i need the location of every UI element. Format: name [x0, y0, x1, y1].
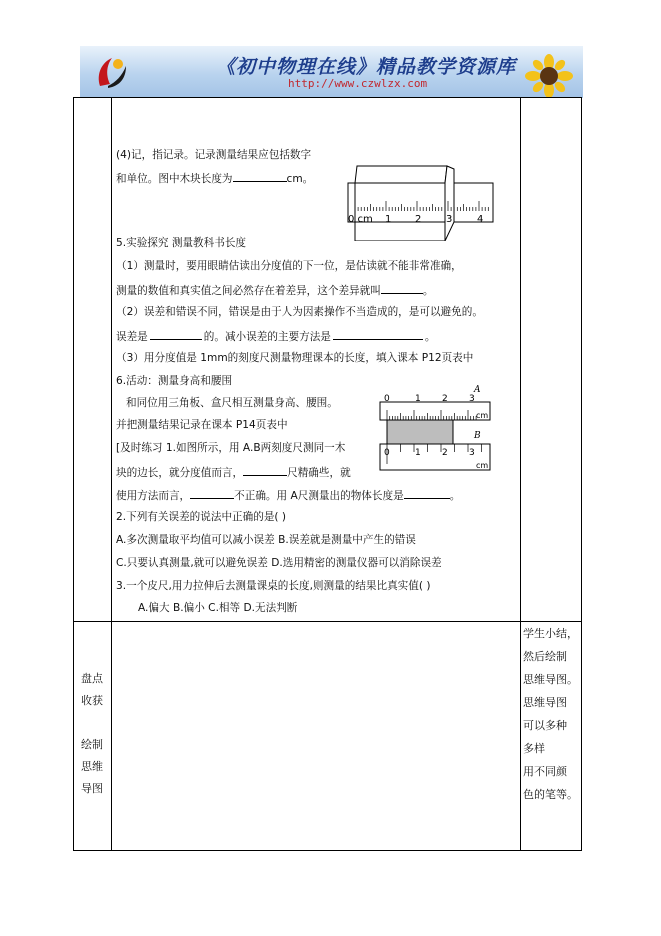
label-mindmap-line1: 绘制 [81, 738, 103, 751]
site-logo-icon [92, 52, 132, 92]
paragraph-3-line: （3）用分度值是 1mm的刻度尺测量物理课本的长度，填入课本 P12页表中 [116, 352, 474, 364]
left-column-labels [74, 668, 110, 800]
ruler-a-tick-label: 1 [415, 394, 421, 404]
ruler-figure-ab [379, 384, 496, 476]
label-mindmap-line3: 导图 [81, 782, 103, 795]
ruler-a-tick-label: 3 [469, 394, 475, 404]
ruler-1-tick-label: 4 [477, 214, 484, 225]
answer-blank[interactable] [381, 282, 423, 294]
exercise-1-line1: [及时练习 1.如图所示，用 A.B两刻度尺测同一木 [116, 442, 346, 454]
ruler-b-label: B [474, 431, 481, 441]
ruler-a-tick-label: 2 [442, 394, 448, 404]
table-col-divider-2 [520, 97, 521, 851]
answer-blank[interactable] [333, 328, 423, 340]
answer-blank[interactable] [404, 487, 450, 499]
ruler-1-unit-label: 0 cm [348, 214, 373, 225]
label-mindmap-line2: 思维 [81, 760, 103, 773]
ruler-b-tick-label: 1 [415, 448, 421, 458]
q4-line2: 和单位。图中木块长度为 cm。 [116, 170, 313, 186]
answer-blank[interactable] [190, 487, 234, 499]
note-line: 思维导图。 [523, 673, 578, 686]
note-line: 然后绘制 [523, 650, 567, 663]
exercise-2-options-ab: A.多次测量取平均值可以减小误差 B.误差就是测量中产生的错误 [116, 534, 416, 546]
ruler-1-tick-label: 1 [385, 214, 392, 225]
paragraph-1-line1: （1）测量时，要用眼睛估读出分度值的下一位，是估读就不能非常准确， [116, 260, 462, 272]
right-column-notes [523, 622, 583, 806]
ruler-1-tick-label: 2 [415, 214, 422, 225]
table-col-divider-1 [111, 97, 112, 851]
ruler-b-tick-label: 0 [384, 448, 390, 458]
exercise-3-question: 3.一个皮尺,用力拉伸后去测量课桌的长度,则测量的结果比真实值( ) [116, 580, 431, 592]
section-6-line2: 并把测量结果记录在课本 P14页表中 [116, 419, 288, 431]
answer-blank[interactable] [243, 464, 287, 476]
note-line: 用不同颜 [523, 765, 567, 778]
table-border-mid [73, 621, 582, 622]
paragraph-2-line1: （2）误差和错误不同，错误是由于人为因素操作不当造成的，是可以避免的。 [116, 306, 483, 318]
label-summary-line2: 收获 [81, 694, 103, 707]
sunflower-icon [522, 54, 576, 98]
banner-title: 《初中物理在线》精品教学资源库 [216, 56, 517, 78]
exercise-2-question: 2.下列有关误差的说法中正确的是( ) [116, 511, 287, 523]
paragraph-2-line2: 误差是 的。减小误差的主要方法是 。 [116, 328, 436, 344]
section-6-title: 6.活动：测量身高和腰围 [116, 375, 233, 387]
note-line: 色的笔等。 [523, 788, 578, 801]
note-line: 可以多种 [523, 719, 567, 732]
note-line: 思维导图 [523, 696, 567, 709]
q4-line1: (4)记，指记录。记录测量结果应包括数字 [116, 149, 312, 161]
paragraph-1-line2: 测量的数值和真实值之间必然存在着差异，这个差异就叫 。 [116, 282, 433, 298]
ruler-b-tick-label: 3 [469, 448, 475, 458]
exercise-1-line3: 使用方法而言， 不正确。用 A尺测量出的物体长度是 。 [116, 487, 460, 503]
section-6-line1: 和同位用三角板、盒尺相互测量身高、腰围。 [126, 397, 338, 409]
exercise-2-options-cd: C.只要认真测量,就可以避免误差 D.选用精密的测量仪器可以消除误差 [116, 557, 442, 569]
exercise-1-line2: 块的边长，就分度值而言， 尺精确些，就 [116, 464, 351, 480]
exercise-3-options: A.偏大 B.偏小 C.相等 D.无法判断 [138, 602, 298, 614]
ruler-figure-block [347, 165, 494, 241]
ruler-a-tick-label: 0 [384, 394, 390, 404]
note-line: 学生小结， [523, 627, 578, 640]
label-summary-line1: 盘点 [81, 672, 103, 685]
ruler-b-unit: cm [476, 461, 489, 470]
answer-blank[interactable] [150, 328, 202, 340]
note-line: 多样 [523, 742, 545, 755]
section-5-title: 5.实验探究 测量教科书长度 [116, 237, 247, 249]
banner-url[interactable]: http://www.czwlzx.com [288, 77, 428, 90]
ruler-b-tick-label: 2 [442, 448, 448, 458]
table-border-top [73, 97, 582, 98]
answer-blank[interactable] [233, 170, 287, 182]
table-border-bottom [73, 850, 582, 851]
header-banner [80, 46, 583, 98]
ruler-a-label: A [474, 385, 481, 395]
ruler-a-unit: cm [476, 411, 489, 420]
ruler-1-tick-label: 3 [446, 214, 453, 225]
